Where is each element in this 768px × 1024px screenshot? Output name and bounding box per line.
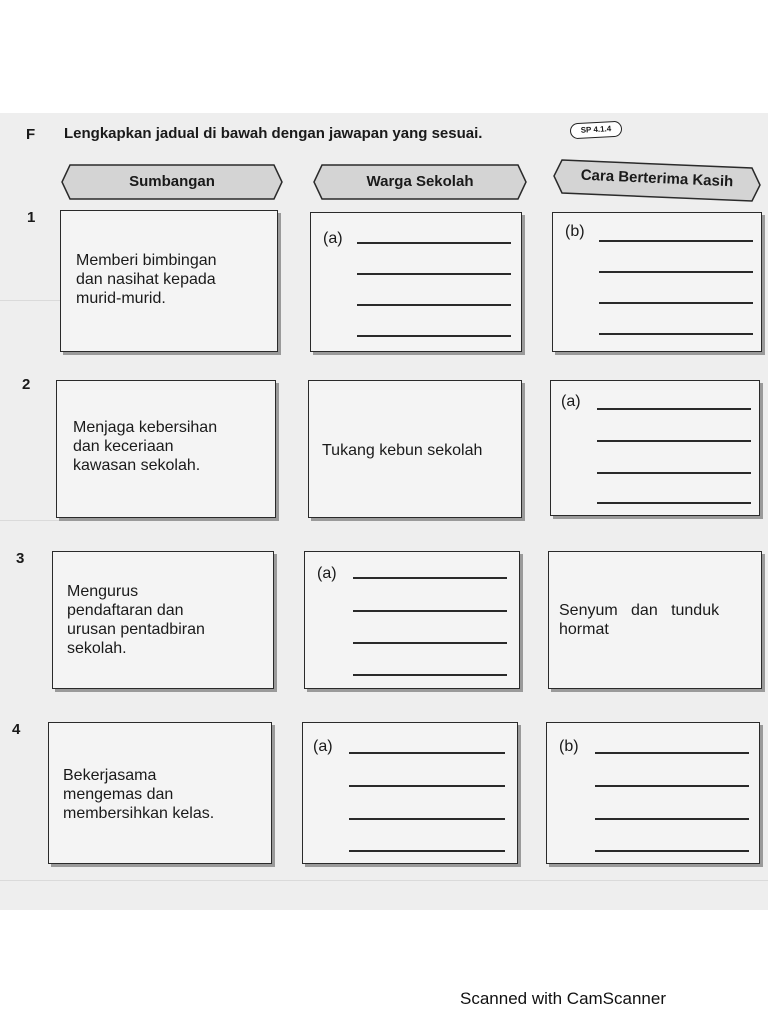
answer-marker: (a) xyxy=(561,393,581,410)
sumbangan-box xyxy=(52,551,274,689)
header-warga-sekolah-label: Warga Sekolah xyxy=(366,173,474,190)
cara-berterima-kasih-box xyxy=(552,212,762,352)
cara-berterima-kasih-box xyxy=(550,380,760,516)
sumbangan-box xyxy=(60,210,278,352)
answer-line[interactable] xyxy=(353,674,507,676)
header-warga-sekolah xyxy=(312,163,528,201)
answer-marker: (a) xyxy=(317,565,337,582)
answer-line[interactable] xyxy=(357,273,511,275)
answer-line[interactable] xyxy=(357,304,511,306)
warga-sekolah-text: Tukang kebun sekolah xyxy=(322,442,483,459)
answer-line[interactable] xyxy=(353,610,507,612)
row-number: 4 xyxy=(12,721,21,738)
answer-line[interactable] xyxy=(349,785,505,787)
divider xyxy=(0,300,60,301)
answer-line[interactable] xyxy=(599,302,753,304)
sumbangan-text: Bekerjasama mengemas dan membersihkan kelas. xyxy=(63,767,215,822)
answer-line[interactable] xyxy=(349,752,505,754)
sumbangan-text: Menjaga kebersihan dan keceriaan kawasan sekolah. xyxy=(73,419,218,474)
sumbangan-text: Memberi bimbingan dan nasihat kepada murid-murid. xyxy=(76,252,217,307)
warga-sekolah-box xyxy=(304,551,520,689)
answer-marker: (a) xyxy=(313,738,333,755)
instruction-text: Lengkapkan jadual di bawah dengan jawapan yang sesuai. xyxy=(64,125,483,142)
answer-line[interactable] xyxy=(599,333,753,335)
header-sumbangan-label: Sumbangan xyxy=(129,173,215,190)
answer-line[interactable] xyxy=(597,408,751,410)
divider xyxy=(0,520,60,521)
row-number: 2 xyxy=(22,376,31,393)
answer-marker: (a) xyxy=(323,230,343,247)
cara-berterima-kasih-text: Senyum dan tunduk hormat xyxy=(559,602,720,638)
header-cara-berterima-kasih-label: Cara Berterima Kasih xyxy=(580,166,734,191)
answer-line[interactable] xyxy=(595,850,749,852)
header-sumbangan xyxy=(60,163,284,201)
answer-line[interactable] xyxy=(599,271,753,273)
answer-line[interactable] xyxy=(357,335,511,337)
warga-sekolah-box xyxy=(302,722,518,864)
answer-marker: (b) xyxy=(559,738,579,755)
answer-line[interactable] xyxy=(349,818,505,820)
answer-line[interactable] xyxy=(597,502,751,504)
divider xyxy=(0,880,768,881)
answer-line[interactable] xyxy=(349,850,505,852)
answer-line[interactable] xyxy=(595,818,749,820)
answer-line[interactable] xyxy=(597,440,751,442)
answer-line[interactable] xyxy=(357,242,511,244)
cara-berterima-kasih-box xyxy=(546,722,760,864)
answer-line[interactable] xyxy=(353,642,507,644)
answer-line[interactable] xyxy=(353,577,507,579)
scanner-watermark: Scanned with CamScanner xyxy=(460,989,667,1008)
header-cara-berterima-kasih xyxy=(552,157,762,205)
answer-line[interactable] xyxy=(595,752,749,754)
row-number: 1 xyxy=(27,209,36,226)
warga-sekolah-box xyxy=(310,212,522,352)
answer-line[interactable] xyxy=(595,785,749,787)
cara-berterima-kasih-box xyxy=(548,551,762,689)
sumbangan-text: Mengurus pendaftaran dan urusan pentadbiran sekolah. xyxy=(67,583,205,657)
sumbangan-box xyxy=(56,380,276,518)
answer-line[interactable] xyxy=(597,472,751,474)
sp-code-badge: SP 4.1.4 xyxy=(570,121,623,140)
answer-marker: (b) xyxy=(565,223,585,240)
sumbangan-box xyxy=(48,722,272,864)
section-letter: F xyxy=(26,126,36,143)
warga-sekolah-box xyxy=(308,380,522,518)
answer-line[interactable] xyxy=(599,240,753,242)
row-number: 3 xyxy=(16,550,25,567)
